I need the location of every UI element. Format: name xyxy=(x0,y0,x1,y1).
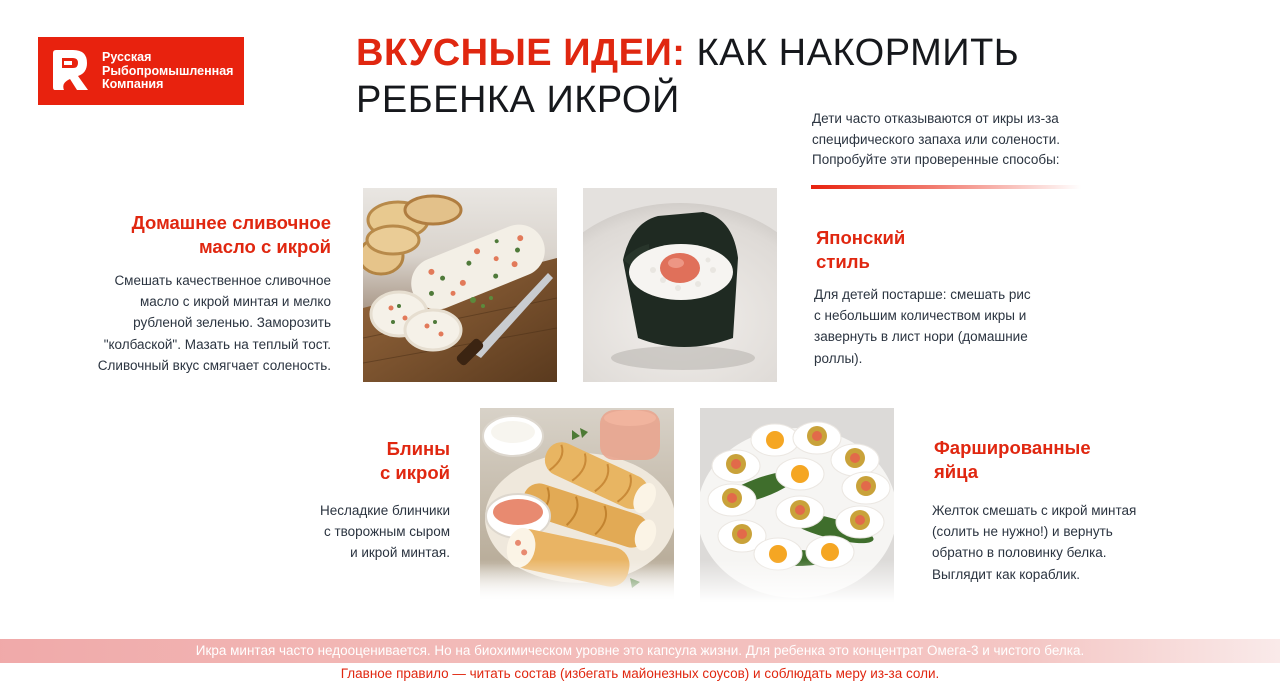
intro-line-3: Попробуйте эти проверенные способы: xyxy=(812,152,1060,167)
intro-line-1: Дети часто отказываются от икры из-за xyxy=(812,111,1059,126)
blini-line-2: с творожным сыром xyxy=(323,524,450,540)
intro-text xyxy=(812,109,1112,171)
butter-line-4: "колбаской". Мазать на теплый тост. xyxy=(103,336,331,352)
brand-logo xyxy=(38,37,244,105)
footer-note: Икра минтая часто недооценивается. Но на биохимическом уровне это капсула жизни. Для ребенка это концентрат Омега-3 и чистого белка. xyxy=(0,639,1280,663)
blini-heading-line-1: Блины xyxy=(386,438,450,459)
blini-heading xyxy=(250,437,450,485)
butter-heading xyxy=(80,211,331,259)
eggs-heading-line-1: Фаршированные xyxy=(934,437,1091,458)
japanese-heading-line-1: Японский xyxy=(816,227,906,248)
japanese-heading-line-2: стиль xyxy=(816,251,870,272)
butter-description xyxy=(40,270,331,376)
butter-roll-photo xyxy=(363,188,557,382)
blini-heading-line-2: с икрой xyxy=(379,462,450,483)
butter-line-5: Сливочный вкус смягчает соленость. xyxy=(97,357,331,373)
butter-heading-line-2: масло с икрой xyxy=(198,236,331,257)
intro-line-2: специфического запаха или солености. xyxy=(812,131,1061,147)
blini-photo xyxy=(480,408,674,602)
eggs-line-1: Желток смешать с икрой минтая xyxy=(932,503,1137,518)
blini-description xyxy=(250,500,450,564)
brand-name xyxy=(102,51,233,92)
eggs-heading-line-2: яйца xyxy=(934,461,979,482)
butter-line-3: рубленой зеленью. Заморозить xyxy=(133,315,331,331)
eggs-line-4: Выглядит как кораблик. xyxy=(932,566,1081,582)
eggs-line-3: обратно в половинку белка. xyxy=(932,545,1107,561)
blini-line-1: Несладкие блинчики xyxy=(320,503,450,518)
eggs-description xyxy=(932,500,1232,585)
butter-heading-line-1: Домашнее сливочное xyxy=(131,212,331,233)
japanese-description xyxy=(814,284,1094,369)
onigiri-photo xyxy=(583,188,777,382)
japanese-line-1: Для детей постарше: смешать рис xyxy=(814,287,1031,302)
title-accent: ВКУСНЫЕ ИДЕИ: xyxy=(356,32,686,74)
japanese-line-4: роллы). xyxy=(814,350,863,366)
blini-line-3: и икрой минтая. xyxy=(350,545,450,561)
intro-divider xyxy=(811,185,1081,189)
eggs-heading xyxy=(934,436,1154,484)
brand-r-icon xyxy=(51,49,89,93)
stuffed-eggs-photo xyxy=(700,408,894,602)
title-line-2: РЕБЕНКА ИКРОЙ xyxy=(356,79,680,121)
footer-rule: Главное правило — читать состав (избегать майонезных соусов) и соблюдать меру из-за соли. xyxy=(340,666,940,681)
brand-line-2: Рыбопромышленная xyxy=(102,63,234,78)
japanese-heading xyxy=(816,226,1016,274)
brand-line-1: Русская xyxy=(102,50,152,64)
title-rest: КАК НАКОРМИТЬ xyxy=(685,32,1020,74)
brand-line-3: Компания xyxy=(102,77,164,91)
butter-line-2: масло с икрой минтая и мелко xyxy=(139,294,331,310)
butter-line-1: Смешать качественное сливочное xyxy=(114,273,331,288)
eggs-line-2: (солить не нужно!) и вернуть xyxy=(932,524,1113,540)
japanese-line-3: завернуть в лист нори (домашние xyxy=(814,329,1028,345)
japanese-line-2: с небольшим количеством икры и xyxy=(814,308,1027,324)
